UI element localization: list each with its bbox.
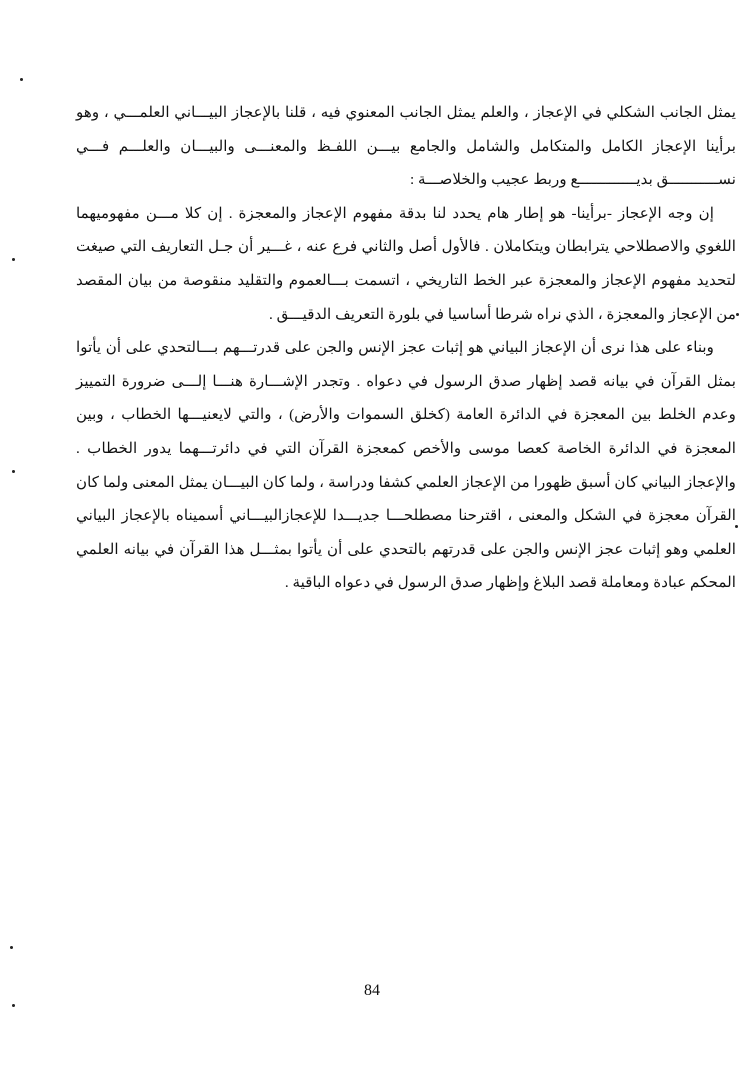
paragraph-2: إن وجه الإعجاز -برأينا- هو إطار هام يحدد لنا بدقة مفهوم الإعجاز والمعجزة . إن كلا مـــن مفهوميهما اللغوي والاصطلاحي يترابطان ويتكاملان . فالأول أصل والثاني فرع عنه ، غـــير أن جـل التعاريف التي صيغت لتحديد مفهوم الإعجاز والمعجزة عبر الخط التاريخي ، اتسمت بـــالعموم والتقليد منقوصة من بيان المقصد من الإعجاز والمعجزة ، الذي نراه شرطا أساسيا في بلورة التعريف الدقيـــق . xyxy=(76,204,736,323)
body-text xyxy=(76,96,736,600)
scan-speck xyxy=(12,470,15,473)
scan-speck xyxy=(735,525,738,528)
scan-speck xyxy=(12,1004,15,1007)
scan-speck xyxy=(736,313,739,316)
scan-speck xyxy=(20,78,23,81)
paragraph-1: يمثل الجانب الشكلي في الإعجاز ، والعلم يمثل الجانب المعنوي فيه ، قلنا بالإعجاز البيـــاني العلمـــي ، وهو برأينا الإعجاز الكامل والمتكامل والشامل والجامع بيـــن اللفـظ والمعنـــى والبيـــان والعلـــم فـــي نســـــــــــق بديـــــــــــــع وربط عجيب والخلاصـــة : xyxy=(76,104,736,189)
paragraph-3: وبناء على هذا نرى أن الإعجاز البياني هو إثبات عجز الإنس والجن على قدرتـــهم بـــالتحدي على أن يأتوا بمثل القرآن في بيانه قصد إظهار صدق الرسول في دعواه . وتجدر الإشـــارة هنـــا إلـــى ضرورة التمييز وعدم الخلط بين المعجزة في الدائرة العامة (كخلق السموات والأرض) ، والتي لايعنيـــها الخطاب ، وبين المعجزة في الدائرة الخاصة كعصا موسى والأخص كمعجزة القرآن التي في دائرتـــهما يدور الخطاب . والإعجاز البياني كان أسبق ظهورا من الإعجاز العلمي كشفا ودراسة ، ولما كان البيـــان يمثل المعنى ولما كان القرآن معجزة في الشكل والمعنى ، اقترحنا مصطلحـــا جديـــدا للإعجازالبيـــاني أسميناه بالإعجاز البياني العلمي وهو إثبات عجز الإنس والجن على قدرتهم بالتحدي على أن يأتوا بمثـــل هذا القرآن في بيانه العلمي المحكم عبادة ومعاملة قصد البلاغ وإظهار صدق الرسول في دعواه الباقية . xyxy=(76,339,736,592)
scan-speck xyxy=(12,258,15,261)
page-number: 84 xyxy=(364,982,380,999)
scan-speck xyxy=(10,946,13,949)
